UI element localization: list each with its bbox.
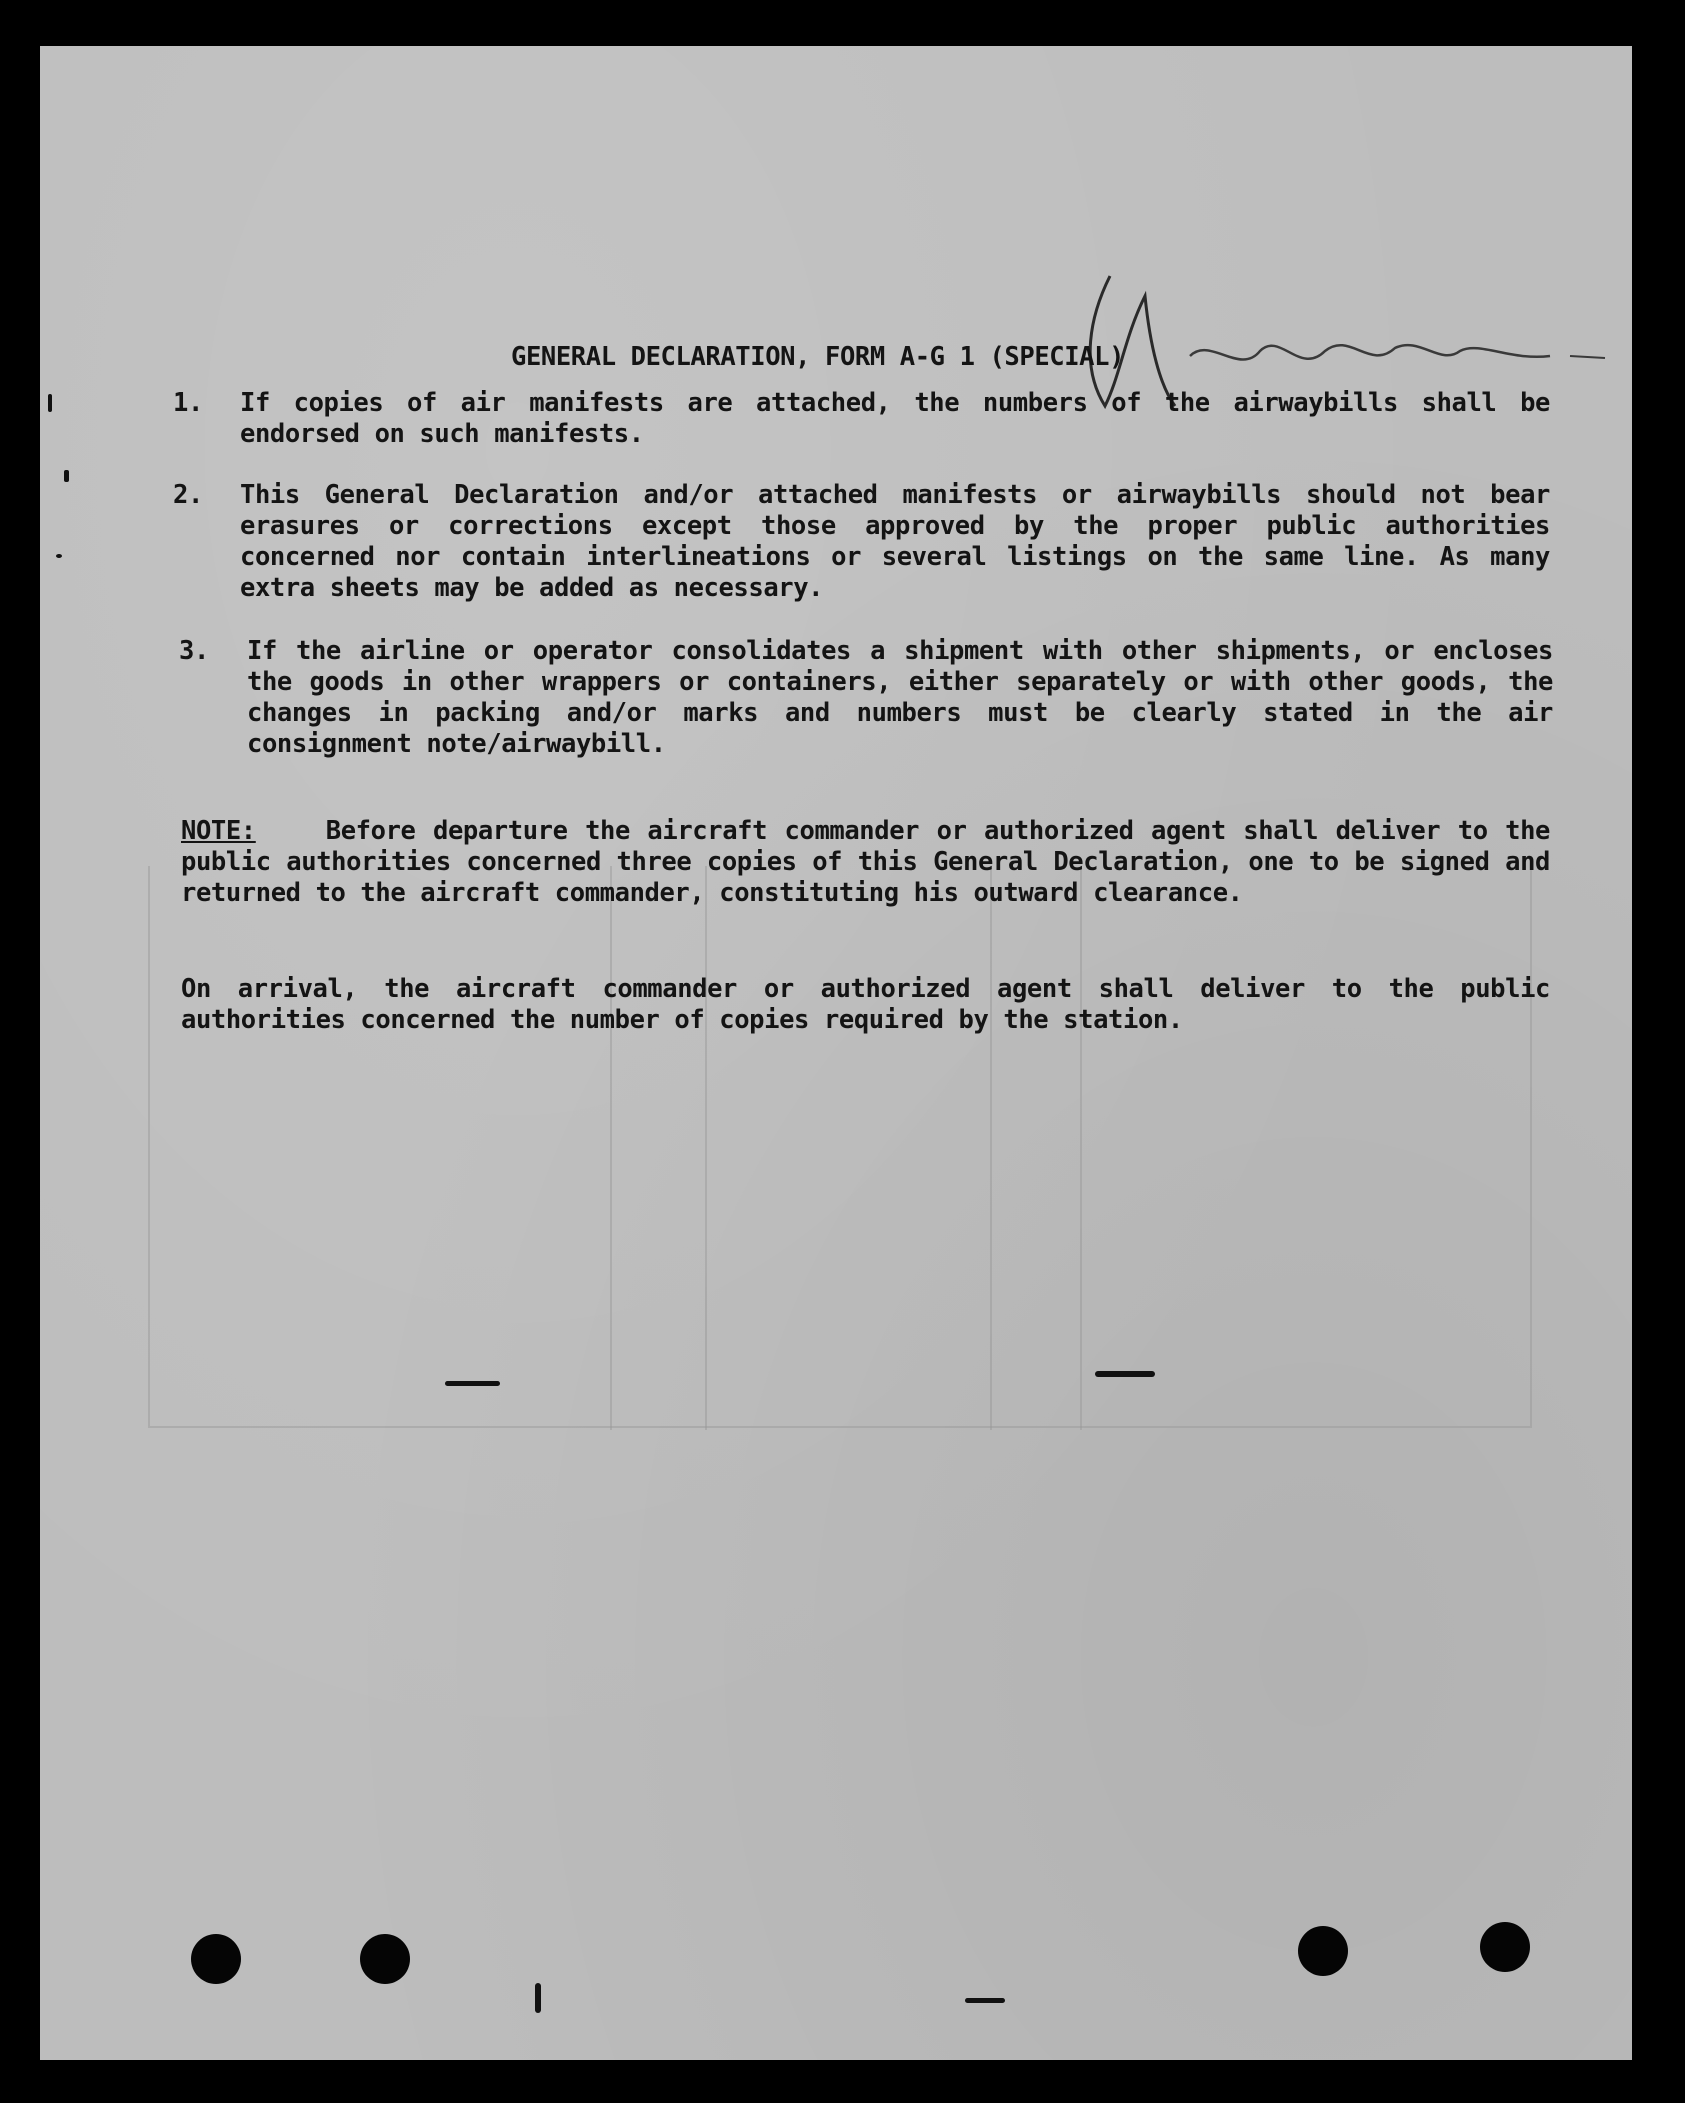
bleed-through-column xyxy=(705,866,707,1430)
note-paragraph xyxy=(181,816,1550,909)
list-item xyxy=(173,388,1553,450)
ink-speck xyxy=(445,1381,500,1386)
document-page xyxy=(40,46,1632,2060)
bleed-through-column xyxy=(990,866,992,1430)
arrival-paragraph: On arrival, the aircraft commander or authorized agent shall deliver to the public authorities concerned the number of copies required by the station. xyxy=(181,974,1550,1035)
list-item xyxy=(173,480,1553,604)
item-number: 2. xyxy=(173,480,203,510)
note-text: Before departure the aircraft commander or authorized agent shall deliver to the public authorities concerned three copies of this General Declaration, one to be signed and returned to the aircraft commander, constituting his outward clearance. xyxy=(181,816,1551,908)
note-label: NOTE: xyxy=(181,816,256,846)
ink-speck xyxy=(535,1983,541,2013)
ink-speck xyxy=(965,1998,1005,2003)
bleed-through-column xyxy=(1080,866,1082,1430)
item-number: 1. xyxy=(173,388,203,418)
item-text: This General Declaration and/or attached manifests or airwaybills should not bear erasures or corrections except those approved by the proper public authorities concerned nor contain interlineations or several listings on the same line. As many extra sheets may be added as necessary. xyxy=(240,480,1550,603)
ink-speck xyxy=(1095,1371,1155,1377)
punch-hole xyxy=(360,1934,410,1984)
punch-hole xyxy=(1480,1922,1530,1972)
ink-speck xyxy=(48,394,52,412)
ink-speck xyxy=(56,554,62,558)
punch-hole xyxy=(191,1934,241,1984)
item-text: If copies of air manifests are attached, the numbers of the airwaybills shall be endorsed on such manifests. xyxy=(240,388,1550,449)
page-title: GENERAL DECLARATION, FORM A-G 1 (SPECIAL) xyxy=(511,342,1125,372)
bleed-through-column xyxy=(610,866,612,1430)
list-item xyxy=(173,636,1553,760)
item-text: If the airline or operator consolidates a shipment with other shipments, or encloses the goods in other wrappers or containers, either separately or with other goods, the changes in packing and/or marks and numbers must be clearly stated in the air consignment note/airwaybill. xyxy=(247,636,1553,759)
punch-hole xyxy=(1298,1926,1348,1976)
bleed-through-table xyxy=(148,866,1532,1428)
item-number: 3. xyxy=(179,636,209,666)
ink-speck xyxy=(64,470,69,482)
